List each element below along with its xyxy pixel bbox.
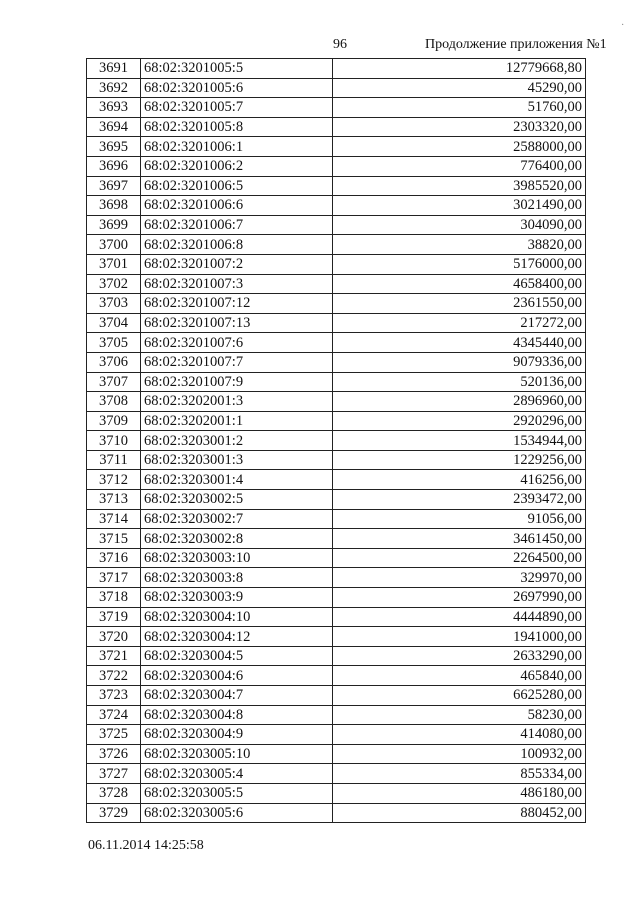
table-row: [87, 98, 586, 118]
cadastral-number-cell: 68:02:3203002:8: [141, 529, 333, 549]
cadastral-number-cell: 68:02:3203002:7: [141, 509, 333, 529]
cadastral-value-cell: 776400,00: [333, 156, 586, 176]
cadastral-number-cell: 68:02:3201006:1: [141, 137, 333, 157]
cadastral-number-cell: 68:02:3203005:4: [141, 764, 333, 784]
row-number-cell: 3706: [87, 352, 141, 372]
cadastral-number-cell: 68:02:3203003:8: [141, 568, 333, 588]
cadastral-number-cell: 68:02:3201007:3: [141, 274, 333, 294]
row-number-cell: 3703: [87, 294, 141, 314]
cadastral-number-cell: 68:02:3203003:10: [141, 548, 333, 568]
cadastral-value-cell: 4444890,00: [333, 607, 586, 627]
table-row: [87, 117, 586, 137]
corner-mark: ·: [621, 20, 625, 31]
cadastral-value-cell: 3021490,00: [333, 196, 586, 216]
cadastral-value-cell: 3461450,00: [333, 529, 586, 549]
cadastral-value-cell: 9079336,00: [333, 352, 586, 372]
row-number-cell: 3720: [87, 627, 141, 647]
row-number-cell: 3697: [87, 176, 141, 196]
cadastral-number-cell: 68:02:3203001:3: [141, 450, 333, 470]
table-row: [87, 568, 586, 588]
cadastral-value-cell: 2264500,00: [333, 548, 586, 568]
table-row: [87, 744, 586, 764]
row-number-cell: 3721: [87, 646, 141, 666]
row-number-cell: 3713: [87, 490, 141, 510]
row-number-cell: 3725: [87, 725, 141, 745]
cadastral-value-cell: 2896960,00: [333, 392, 586, 412]
cadastral-value-cell: 2920296,00: [333, 411, 586, 431]
row-number-cell: 3717: [87, 568, 141, 588]
cadastral-number-cell: 68:02:3203002:5: [141, 490, 333, 510]
table-row: [87, 803, 586, 823]
table-row: [87, 725, 586, 745]
table-row: [87, 137, 586, 157]
row-number-cell: 3727: [87, 764, 141, 784]
cadastral-number-cell: 68:02:3203004:10: [141, 607, 333, 627]
table-row: [87, 686, 586, 706]
cadastral-value-cell: 304090,00: [333, 215, 586, 235]
table-row: [87, 352, 586, 372]
table-row: [87, 59, 586, 79]
row-number-cell: 3711: [87, 450, 141, 470]
table-row: [87, 294, 586, 314]
row-number-cell: 3698: [87, 196, 141, 216]
cadastral-value-cell: 1534944,00: [333, 431, 586, 451]
cadastral-number-cell: 68:02:3201005:5: [141, 59, 333, 79]
cadastral-value-cell: 217272,00: [333, 313, 586, 333]
cadastral-number-cell: 68:02:3201007:13: [141, 313, 333, 333]
cadastral-value-cell: 4658400,00: [333, 274, 586, 294]
row-number-cell: 3692: [87, 78, 141, 98]
table-row: [87, 176, 586, 196]
table-row: [87, 627, 586, 647]
table-row: [87, 490, 586, 510]
cadastral-number-cell: 68:02:3201007:9: [141, 372, 333, 392]
cadastral-number-cell: 68:02:3201006:8: [141, 235, 333, 255]
cadastral-value-cell: 4345440,00: [333, 333, 586, 353]
table-row: [87, 646, 586, 666]
cadastral-number-cell: 68:02:3203004:9: [141, 725, 333, 745]
cadastral-value-cell: 45290,00: [333, 78, 586, 98]
cadastral-value-cell: 465840,00: [333, 666, 586, 686]
cadastral-value-cell: 3985520,00: [333, 176, 586, 196]
row-number-cell: 3700: [87, 235, 141, 255]
cadastral-number-cell: 68:02:3202001:3: [141, 392, 333, 412]
cadastral-value-cell: 329970,00: [333, 568, 586, 588]
row-number-cell: 3726: [87, 744, 141, 764]
cadastral-value-cell: 5176000,00: [333, 254, 586, 274]
cadastral-value-cell: 51760,00: [333, 98, 586, 118]
cadastral-value-cell: 855334,00: [333, 764, 586, 784]
appendix-title: Продолжение приложения №1: [425, 37, 607, 52]
cadastral-number-cell: 68:02:3201006:6: [141, 196, 333, 216]
cadastral-value-cell: 38820,00: [333, 235, 586, 255]
cadastral-value-cell: 6625280,00: [333, 686, 586, 706]
table-row: [87, 588, 586, 608]
table-row: [87, 548, 586, 568]
cadastral-value-cell: 2588000,00: [333, 137, 586, 157]
page-number: 96: [333, 37, 347, 52]
table-row: [87, 313, 586, 333]
cadastral-number-cell: 68:02:3203003:9: [141, 588, 333, 608]
cadastral-number-cell: 68:02:3203005:10: [141, 744, 333, 764]
cadastral-value-cell: 2633290,00: [333, 646, 586, 666]
cadastral-number-cell: 68:02:3201006:5: [141, 176, 333, 196]
row-number-cell: 3719: [87, 607, 141, 627]
cadastral-value-cell: 416256,00: [333, 470, 586, 490]
row-number-cell: 3712: [87, 470, 141, 490]
table-row: [87, 392, 586, 412]
row-number-cell: 3705: [87, 333, 141, 353]
cadastral-number-cell: 68:02:3202001:1: [141, 411, 333, 431]
row-number-cell: 3702: [87, 274, 141, 294]
table-row: [87, 529, 586, 549]
row-number-cell: 3714: [87, 509, 141, 529]
row-number-cell: 3701: [87, 254, 141, 274]
cadastral-value-cell: 12779668,80: [333, 59, 586, 79]
row-number-cell: 3718: [87, 588, 141, 608]
cadastral-number-cell: 68:02:3203004:12: [141, 627, 333, 647]
table-row: [87, 705, 586, 725]
table-row: [87, 764, 586, 784]
table-row: [87, 411, 586, 431]
cadastral-number-cell: 68:02:3203004:6: [141, 666, 333, 686]
cadastral-number-cell: 68:02:3203001:4: [141, 470, 333, 490]
cadastral-value-table: [86, 58, 586, 823]
cadastral-value-cell: 2361550,00: [333, 294, 586, 314]
cadastral-number-cell: 68:02:3201005:8: [141, 117, 333, 137]
row-number-cell: 3729: [87, 803, 141, 823]
cadastral-number-cell: 68:02:3201007:6: [141, 333, 333, 353]
row-number-cell: 3693: [87, 98, 141, 118]
cadastral-value-cell: 414080,00: [333, 725, 586, 745]
table-row: [87, 78, 586, 98]
table-row: [87, 509, 586, 529]
row-number-cell: 3694: [87, 117, 141, 137]
cadastral-number-cell: 68:02:3201007:2: [141, 254, 333, 274]
row-number-cell: 3709: [87, 411, 141, 431]
cadastral-number-cell: 68:02:3203004:8: [141, 705, 333, 725]
table-row: [87, 235, 586, 255]
cadastral-value-cell: 91056,00: [333, 509, 586, 529]
cadastral-value-cell: 2393472,00: [333, 490, 586, 510]
cadastral-value-cell: 58230,00: [333, 705, 586, 725]
cadastral-value-cell: 2303320,00: [333, 117, 586, 137]
cadastral-number-cell: 68:02:3203005:6: [141, 803, 333, 823]
cadastral-value-cell: 100932,00: [333, 744, 586, 764]
table-row: [87, 196, 586, 216]
table-row: [87, 450, 586, 470]
table-row: [87, 274, 586, 294]
table-row: [87, 607, 586, 627]
cadastral-number-cell: 68:02:3201005:6: [141, 78, 333, 98]
cadastral-number-cell: 68:02:3203001:2: [141, 431, 333, 451]
cadastral-number-cell: 68:02:3201005:7: [141, 98, 333, 118]
print-timestamp: 06.11.2014 14:25:58: [88, 838, 204, 853]
table-row: [87, 215, 586, 235]
row-number-cell: 3696: [87, 156, 141, 176]
row-number-cell: 3724: [87, 705, 141, 725]
cadastral-number-cell: 68:02:3201006:7: [141, 215, 333, 235]
cadastral-number-cell: 68:02:3201007:7: [141, 352, 333, 372]
table-row: [87, 783, 586, 803]
table-row: [87, 333, 586, 353]
table-row: [87, 666, 586, 686]
row-number-cell: 3708: [87, 392, 141, 412]
row-number-cell: 3716: [87, 548, 141, 568]
table-row: [87, 156, 586, 176]
table-row: [87, 431, 586, 451]
cadastral-number-cell: 68:02:3201006:2: [141, 156, 333, 176]
cadastral-number-cell: 68:02:3203004:7: [141, 686, 333, 706]
row-number-cell: 3722: [87, 666, 141, 686]
row-number-cell: 3704: [87, 313, 141, 333]
row-number-cell: 3695: [87, 137, 141, 157]
cadastral-value-cell: 1229256,00: [333, 450, 586, 470]
cadastral-value-cell: 486180,00: [333, 783, 586, 803]
row-number-cell: 3707: [87, 372, 141, 392]
cadastral-number-cell: 68:02:3203005:5: [141, 783, 333, 803]
row-number-cell: 3723: [87, 686, 141, 706]
cadastral-number-cell: 68:02:3203004:5: [141, 646, 333, 666]
table-body: [87, 59, 586, 823]
table-row: [87, 254, 586, 274]
table-row: [87, 470, 586, 490]
cadastral-value-cell: 520136,00: [333, 372, 586, 392]
cadastral-number-cell: 68:02:3201007:12: [141, 294, 333, 314]
cadastral-value-cell: 1941000,00: [333, 627, 586, 647]
cadastral-value-cell: 880452,00: [333, 803, 586, 823]
row-number-cell: 3699: [87, 215, 141, 235]
row-number-cell: 3691: [87, 59, 141, 79]
row-number-cell: 3728: [87, 783, 141, 803]
cadastral-value-cell: 2697990,00: [333, 588, 586, 608]
table-row: [87, 372, 586, 392]
row-number-cell: 3715: [87, 529, 141, 549]
row-number-cell: 3710: [87, 431, 141, 451]
